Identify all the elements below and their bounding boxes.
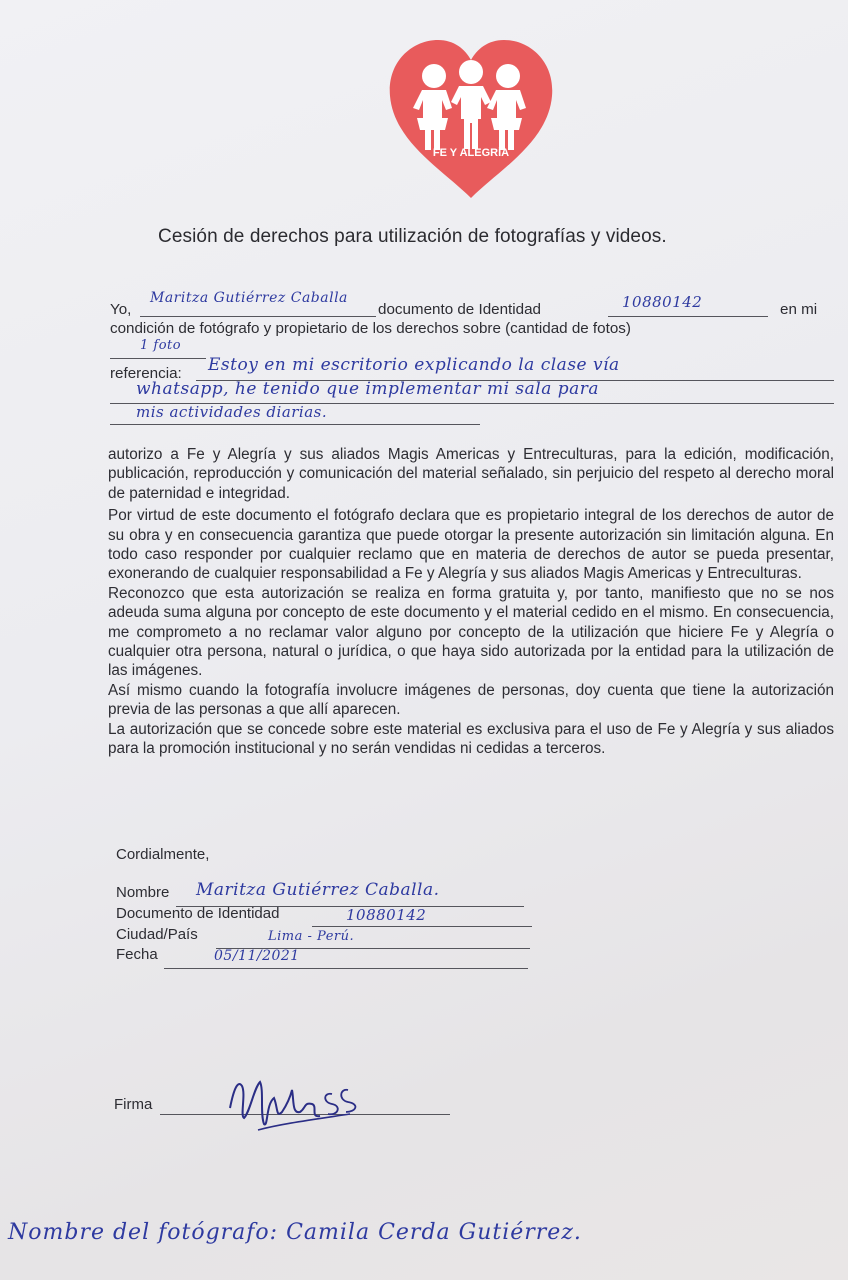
- referencia-handwritten-2: whatsapp, he tenido que implementar mi sala para: [136, 379, 600, 399]
- referencia-handwritten-3: mis actividades diarias.: [136, 403, 328, 421]
- doc-handwritten: 10880142: [622, 293, 703, 311]
- logo-text: FE Y ALEGRÍA: [432, 147, 510, 159]
- photographer-name-note: Nombre del fotógrafo: Camila Cerda Gutiérrez.: [8, 1220, 582, 1245]
- fecha-line: [164, 968, 528, 969]
- fecha-handwritten: 05/11/2021: [214, 948, 300, 964]
- paragraph-3: Reconozco que esta autorización se realiza en forma gratuita y, por tanto, manifiesto que no se nos adeuda suma alguna por concepto de este documento y el material cedido en el mismo. En consecuencia, me comprometo a no reclamar valor alguno por concepto de la utilización que hiciere Fe y Alegría o cualquier otra persona, natural o jurídica, o que haya sido autorizada por la entidad para la utilización de las imágenes.: [108, 584, 834, 680]
- documento-line: [312, 926, 532, 927]
- yo-line: [140, 316, 376, 317]
- firma-label: Firma: [114, 1096, 153, 1113]
- nombre-handwritten: Maritza Gutiérrez Caballa.: [196, 880, 440, 900]
- yo-handwritten: Maritza Gutiérrez Caballa: [150, 290, 348, 306]
- yo-label: Yo,: [110, 301, 132, 318]
- document-title: Cesión de derechos para utilización de fotografías y videos.: [158, 226, 667, 247]
- documento-handwritten: 10880142: [346, 906, 427, 924]
- documento-label: Documento de Identidad: [116, 905, 280, 922]
- referencia-label: referencia:: [110, 365, 182, 382]
- fecha-label: Fecha: [116, 946, 158, 963]
- en-mi-text: en mi: [780, 301, 818, 318]
- doc-line: [608, 316, 768, 317]
- paragraph-1: autorizo a Fe y Alegría y sus aliados Magis Americas y Entreculturas, para la edición, modificación, publicación, reproducción y comunicación del material señalado, sin perjuicio del respeto al derecho moral de paternidad e integridad.: [108, 446, 834, 502]
- doc-label: documento de Identidad: [378, 301, 541, 318]
- signature-image: [220, 1068, 390, 1138]
- closing-text: Cordialmente,: [116, 846, 210, 863]
- paragraph-4: Así mismo cuando la fotografía involucre imágenes de personas, doy cuenta que tiene la autorización previa de las personas a que allí aparecen.: [108, 681, 834, 719]
- paragraph-5: La autorización que se concede sobre este material es exclusiva para el uso de Fe y Alegría y sus aliados para la promoción institucional y no serán vendidas ni cedidas a terceros.: [108, 720, 834, 758]
- condicion-text: condición de fotógrafo y propietario de los derechos sobre (cantidad de fotos): [110, 320, 631, 337]
- nombre-label: Nombre: [116, 884, 170, 901]
- body-text: [108, 445, 834, 759]
- paragraph-2: Por virtud de este documento el fotógrafo declara que es propietario integral de los derechos de autor de su obra y en consecuencia garantiza que puede otorgar la presente autorización sin limitación alguna. En todo caso responder por cualquier reclamo que en materia de derechos de autor se pueda presentar, exonerando de cualquier responsabilidad a Fe y Alegría y sus aliados Magis Americas y Entreculturas.: [108, 507, 834, 583]
- cantidad-line: [110, 358, 206, 359]
- referencia-handwritten-1: Estoy en mi escritorio explicando la clase vía: [208, 355, 620, 375]
- fe-y-alegria-logo: [388, 38, 554, 200]
- ciudad-handwritten: Lima - Perú.: [268, 929, 355, 944]
- referencia-line-3: [110, 424, 480, 425]
- cantidad-handwritten: 1 foto: [140, 338, 182, 353]
- ciudad-label: Ciudad/País: [116, 926, 198, 943]
